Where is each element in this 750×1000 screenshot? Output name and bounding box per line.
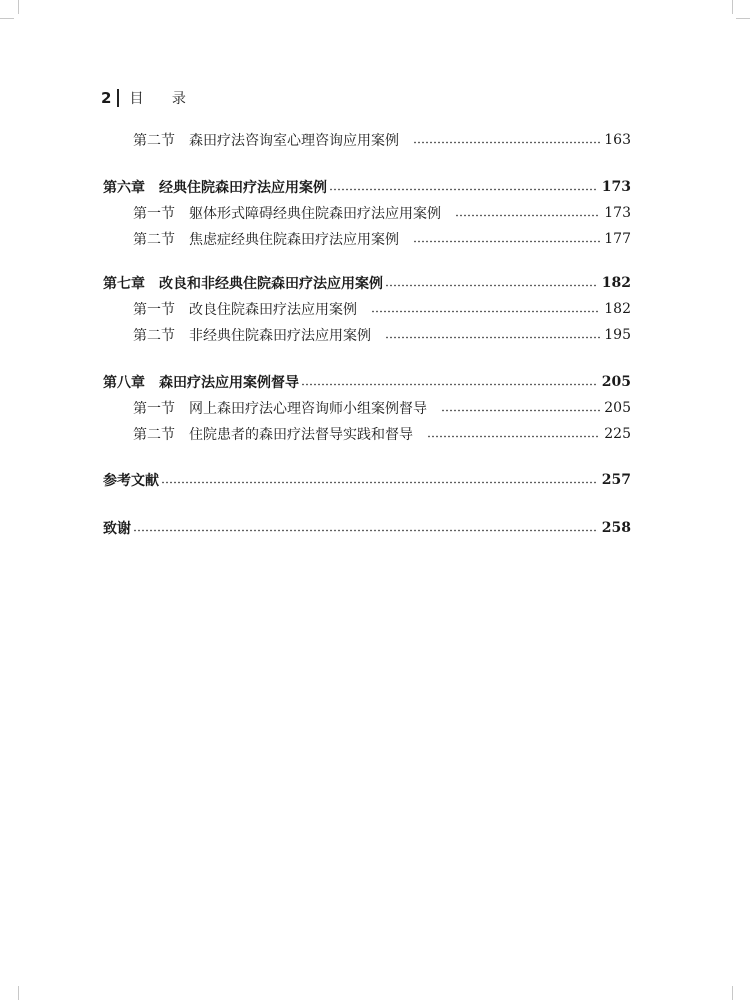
- running-head: [101, 87, 198, 109]
- toc-label: 第六章: [103, 180, 145, 196]
- page-number: 2: [101, 89, 112, 107]
- crop-mark: [18, 986, 19, 1000]
- toc-page: 205: [604, 400, 631, 416]
- toc-entry[interactable]: [103, 228, 631, 250]
- toc-entry[interactable]: [103, 176, 631, 198]
- dot-leader: [301, 383, 598, 386]
- toc-label: 第二节: [133, 232, 175, 248]
- crop-mark: [736, 18, 750, 19]
- toc-title: 改良和非经典住院森田疗法应用案例: [159, 276, 383, 292]
- toc-entry[interactable]: [103, 202, 631, 224]
- dot-leader: [427, 435, 600, 438]
- toc-entry[interactable]: [103, 397, 631, 419]
- crop-mark: [0, 18, 14, 19]
- toc-label: 第二节: [133, 328, 175, 344]
- dot-leader: [371, 310, 600, 313]
- dot-leader: [413, 240, 600, 243]
- toc-label: 第一节: [133, 302, 175, 318]
- dot-leader: [133, 529, 598, 532]
- crop-mark: [18, 0, 19, 14]
- dot-leader: [441, 409, 600, 412]
- dot-leader: [161, 481, 598, 484]
- toc-label: 第二节: [133, 427, 175, 443]
- toc-title: 躯体形式障碍经典住院森田疗法应用案例: [189, 206, 441, 222]
- toc-title: 致谢: [103, 521, 131, 537]
- dot-leader: [385, 336, 600, 339]
- toc-label: 第八章: [103, 375, 145, 391]
- toc-page: 195: [604, 327, 631, 343]
- crop-mark: [732, 0, 733, 14]
- toc-title: 住院患者的森田疗法督导实践和督导: [189, 427, 413, 443]
- toc-page: 182: [601, 275, 631, 291]
- toc-label: 第一节: [133, 401, 175, 417]
- toc-title: 焦虑症经典住院森田疗法应用案例: [189, 232, 399, 248]
- toc-entry[interactable]: [103, 129, 631, 151]
- toc-page: 177: [604, 231, 631, 247]
- toc-title: 参考文献: [103, 473, 159, 489]
- toc-page: 258: [601, 520, 631, 536]
- toc-entry[interactable]: [103, 324, 631, 346]
- dot-leader: [413, 141, 600, 144]
- toc-label: 第一节: [133, 206, 175, 222]
- toc-label: 第七章: [103, 276, 145, 292]
- toc-title: 改良住院森田疗法应用案例: [189, 302, 357, 318]
- toc-entry[interactable]: [103, 423, 631, 445]
- toc-page: 182: [604, 301, 631, 317]
- toc-page: 173: [604, 205, 631, 221]
- toc-title: 经典住院森田疗法应用案例: [159, 180, 327, 196]
- toc-page: 173: [601, 179, 631, 195]
- toc-title: 网上森田疗法心理咨询师小组案例督导: [189, 401, 427, 417]
- crop-mark: [732, 986, 733, 1000]
- dot-leader: [385, 284, 598, 287]
- toc-title: 森田疗法咨询室心理咨询应用案例: [189, 133, 399, 149]
- header-divider: [117, 89, 119, 107]
- toc-entry[interactable]: [103, 298, 631, 320]
- dot-leader: [455, 214, 600, 217]
- toc-page: 225: [604, 426, 631, 442]
- toc-entry[interactable]: [103, 371, 631, 393]
- toc-page: 205: [601, 374, 631, 390]
- toc-entry[interactable]: [103, 517, 631, 539]
- dot-leader: [329, 188, 598, 191]
- toc-entry[interactable]: [103, 272, 631, 294]
- toc-page: 163: [604, 132, 631, 148]
- toc-title: 非经典住院森田疗法应用案例: [189, 328, 371, 344]
- running-head-title: 目 录: [129, 91, 198, 107]
- toc-page: 257: [601, 472, 631, 488]
- toc-entry[interactable]: [103, 469, 631, 491]
- toc-title: 森田疗法应用案例督导: [159, 375, 299, 391]
- toc-label: 第二节: [133, 133, 175, 149]
